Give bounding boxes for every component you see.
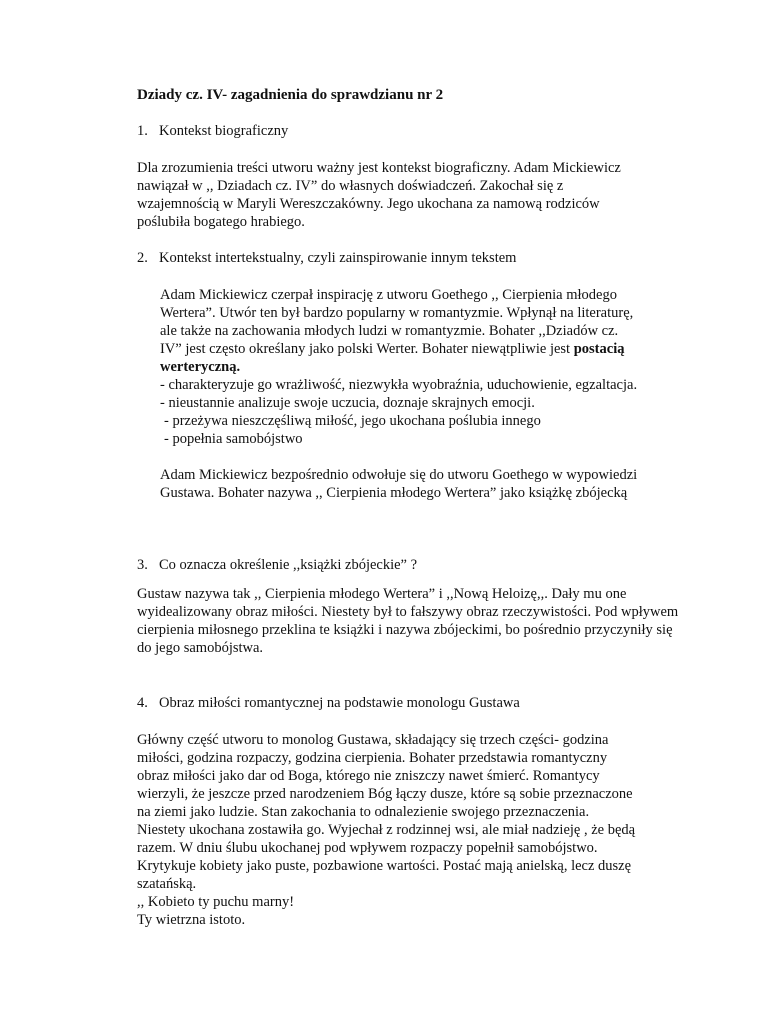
paragraph-line: na ziemi jako ludzie. Stan zakochania to odnalezienie swojego przeznaczenia.	[137, 804, 590, 820]
paragraph-line: poślubiła bogatego hrabiego.	[137, 214, 305, 230]
section-number: 3.	[137, 557, 148, 573]
paragraph-line: wzajemnością w Maryli Wereszczakówny. Jego ukochana za namową rodziców	[137, 196, 600, 212]
section-number: 2.	[137, 250, 148, 266]
paragraph-line	[160, 358, 240, 376]
section-heading-text: Kontekst intertekstualny, czyli zainspirowanie innym tekstem	[159, 250, 517, 266]
paragraph-line: Gustaw nazywa tak ,, Cierpienia młodego Wertera” i ,,Nową Heloizę,,. Dały mu one	[137, 586, 627, 602]
section-heading-1	[137, 122, 288, 140]
paragraph-line: wyidealizowany obraz miłości. Niestety był to fałszywy obraz rzeczywistości. Pod wpływem	[137, 604, 679, 620]
section-heading-4	[137, 694, 520, 712]
paragraph-line: razem. W dniu ślubu ukochanej pod wpływem rozpaczy popełnił samobójstwo.	[137, 840, 598, 856]
paragraph-line: Niestety ukochana zostawiła go. Wyjechał z rodzinnej wsi, ale miał nadzieję , że będą	[137, 822, 636, 838]
paragraph-line: Adam Mickiewicz czerpał inspirację z utworu Goethego ,, Cierpienia młodego	[160, 287, 617, 303]
paragraph-line: Krytykuje kobiety jako puste, pozbawione wartości. Postać mają anielską, lecz duszę	[137, 858, 632, 874]
paragraph-line: Wertera”. Utwór ten był bardzo popularny w romantyzmie. Wpłynął na literaturę,	[160, 305, 634, 321]
paragraph-line: Gustawa. Bohater nazywa ,, Cierpienia młodego Wertera” jako książkę zbójecką	[160, 485, 628, 501]
paragraph-line: Adam Mickiewicz bezpośrednio odwołuje się do utworu Goethego w wypowiedzi	[160, 467, 638, 483]
bold-fragment: werteryczną.	[160, 359, 241, 375]
paragraph-line: wierzyli, że jeszcze przed narodzeniem Bóg łączy dusze, które są sobie przeznaczone	[137, 786, 633, 802]
bold-fragment: postacią	[573, 341, 625, 357]
paragraph-line: do jego samobójstwa.	[137, 640, 264, 656]
section-heading-text: Obraz miłości romantycznej na podstawie monologu Gustawa	[159, 695, 520, 711]
section-heading-text: Kontekst biograficzny	[159, 123, 289, 139]
section-heading-text: Co oznacza określenie ,,książki zbójeckie” ?	[159, 557, 418, 573]
paragraph-line: obraz miłości jako dar od Boga, którego nie zniszczy nawet śmierć. Romantycy	[137, 768, 600, 784]
paragraph-text: IV” jest często określany jako polski Werter. Bohater niewątpliwie jest	[160, 341, 574, 357]
section-heading-3	[137, 556, 417, 574]
quote-line: Ty wietrzna istoto.	[137, 912, 246, 928]
paragraph-line: ale także na zachowania młodych ludzi w romantyzmie. Bohater ,,Dziadów cz.	[160, 323, 619, 339]
section-number: 4.	[137, 695, 148, 711]
paragraph-line: Główny część utworu to monolog Gustawa, składający się trzech części- godzina	[137, 732, 609, 748]
quote-line: ,, Kobieto ty puchu marny!	[137, 894, 295, 910]
list-item: - przeżywa nieszczęśliwą miłość, jego ukochana poślubia innego	[164, 413, 541, 429]
paragraph-line: miłości, godzina rozpaczy, godzina cierpienia. Bohater przedstawia romantyczny	[137, 750, 608, 766]
list-item: - nieustannie analizuje swoje uczucia, doznaje skrajnych emocji.	[160, 395, 535, 411]
document-title: Dziady cz. IV- zagadnienia do sprawdzianu nr 2	[137, 87, 444, 103]
list-item: - charakteryzuje go wrażliwość, niezwykła wyobraźnia, uduchowienie, egzaltacja.	[160, 377, 638, 393]
paragraph-line: Dla zrozumienia treści utworu ważny jest kontekst biograficzny. Adam Mickiewicz	[137, 160, 621, 176]
section-heading-2	[137, 249, 516, 267]
paragraph-line: cierpienia miłosnego przeklina te książki i nazywa zbójeckimi, bo pośrednio przyczyniły się	[137, 622, 673, 638]
paragraph-line: szatańską.	[137, 876, 197, 892]
section-number: 1.	[137, 123, 148, 139]
paragraph-line	[160, 340, 624, 358]
list-item: - popełnia samobójstwo	[164, 431, 303, 447]
paragraph-line: nawiązał w ,, Dziadach cz. IV” do własnych doświadczeń. Zakochał się z	[137, 178, 564, 194]
